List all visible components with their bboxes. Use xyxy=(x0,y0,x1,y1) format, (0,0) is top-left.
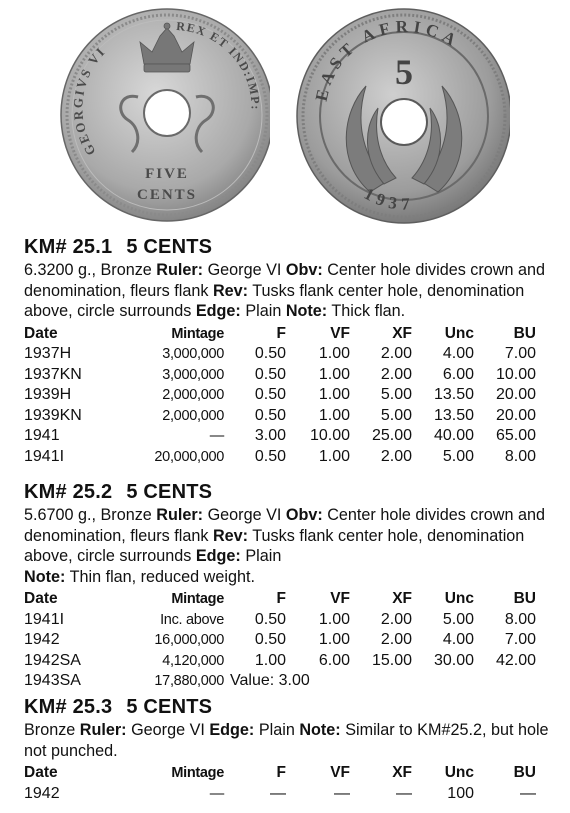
field-label: Ruler: xyxy=(79,721,127,739)
table-cell: 4.00 xyxy=(442,345,474,363)
obverse-legend-right: REX ET IND:IMP: xyxy=(175,18,263,111)
entry-description xyxy=(24,505,554,587)
field-label: Note: xyxy=(299,721,341,739)
table-cell: 8.00 xyxy=(504,447,536,465)
field-text: Similar to KM#25.2, but hole not punched. xyxy=(24,721,549,760)
obverse-cents: CENTS xyxy=(136,187,198,203)
table-cell: 1942 xyxy=(24,784,60,802)
unc-header: Unc xyxy=(444,324,474,342)
field-text: 5.6700 g., Bronze xyxy=(24,506,157,524)
table-cell: 1.00 xyxy=(318,386,350,404)
table-cell: 1937KN xyxy=(24,365,82,383)
xf-header: XF xyxy=(392,590,412,608)
table-cell: 1937H xyxy=(24,345,72,363)
table-cell: 2.00 xyxy=(380,345,412,363)
table-cell: 5.00 xyxy=(380,386,412,404)
table-cell: 25.00 xyxy=(371,427,412,445)
table-cell: 3,000,000 xyxy=(162,346,224,363)
table-cell: 2.00 xyxy=(380,631,412,649)
table-cell: 15.00 xyxy=(371,651,412,669)
table-cell: 5.00 xyxy=(442,610,474,628)
field-text: Tusks flank center hole, denomination above, circle surrounds xyxy=(24,281,525,320)
field-label: Note: xyxy=(285,302,328,320)
table-row xyxy=(24,344,536,365)
value-note: Value: 3.00 xyxy=(230,672,310,690)
date-header: Date xyxy=(24,590,58,608)
km-number: KM# 25.1 xyxy=(24,236,113,258)
table-cell: 5.00 xyxy=(380,406,412,424)
table-cell: 1.00 xyxy=(318,406,350,424)
table-cell: 3.00 xyxy=(254,427,286,445)
table-cell: 5.00 xyxy=(442,447,474,465)
table-cell: 2.00 xyxy=(380,365,412,383)
table-cell: 1.00 xyxy=(318,345,350,363)
field-text: George VI xyxy=(203,261,286,279)
table-cell: 8.00 xyxy=(504,610,536,628)
table-header-row xyxy=(24,324,536,345)
entry-description xyxy=(24,260,554,322)
table-cell: 7.00 xyxy=(504,345,536,363)
table-cell: 1941I xyxy=(24,610,65,628)
field-text: Plain xyxy=(254,721,300,739)
table-cell: 0.50 xyxy=(254,447,286,465)
unc-header: Unc xyxy=(444,764,474,782)
entry-title xyxy=(24,696,554,718)
xf-header: XF xyxy=(392,764,412,782)
denomination: 5 CENTS xyxy=(126,236,213,258)
field-label: Ruler: xyxy=(156,261,204,279)
coin-images xyxy=(0,0,570,232)
table-cell: 1.00 xyxy=(254,651,286,669)
table-cell: — xyxy=(396,784,412,802)
reverse-denomination: 5 xyxy=(395,52,413,92)
denomination: 5 CENTS xyxy=(126,481,213,503)
table-cell: 1942SA xyxy=(24,651,81,669)
table-row xyxy=(24,365,536,386)
table-cell: 1.00 xyxy=(318,447,350,465)
table-cell: 6.00 xyxy=(318,651,350,669)
entry-description xyxy=(24,720,554,761)
table-row xyxy=(24,630,536,651)
field-label: Obv: xyxy=(285,506,323,524)
table-cell: 1943SA xyxy=(24,672,81,690)
price-table xyxy=(24,763,536,804)
catalog-entry xyxy=(24,481,554,692)
table-cell: 0.50 xyxy=(254,406,286,424)
vf-header: VF xyxy=(330,764,350,782)
table-cell: 17,880,000 xyxy=(154,673,224,690)
table-cell: 2,000,000 xyxy=(162,387,224,404)
table-row xyxy=(24,426,536,447)
bu-header: BU xyxy=(513,324,536,342)
f-header: F xyxy=(276,764,286,782)
table-cell: — xyxy=(209,785,224,802)
table-cell: 0.50 xyxy=(254,365,286,383)
unc-header: Unc xyxy=(444,590,474,608)
table-cell: 4,120,000 xyxy=(162,652,224,669)
entry-title xyxy=(24,236,554,258)
table-cell: 1.00 xyxy=(318,365,350,383)
f-header: F xyxy=(276,590,286,608)
vf-header: VF xyxy=(330,590,350,608)
table-cell: 40.00 xyxy=(433,427,474,445)
price-table xyxy=(24,324,536,468)
table-cell: 2,000,000 xyxy=(162,407,224,424)
table-cell: 10.00 xyxy=(309,427,350,445)
table-cell: 2.00 xyxy=(380,447,412,465)
table-cell: 1939H xyxy=(24,386,72,404)
catalog-entry xyxy=(24,236,554,467)
field-label: Edge: xyxy=(195,302,241,320)
vf-header: VF xyxy=(330,324,350,342)
catalog-entry xyxy=(24,696,554,804)
table-cell: 42.00 xyxy=(495,651,536,669)
field-text: Center hole divides crown and denomination, fleurs flank xyxy=(24,506,545,545)
f-header: F xyxy=(276,324,286,342)
table-cell: 3,000,000 xyxy=(162,366,224,383)
table-cell: Inc. above xyxy=(160,611,224,628)
field-label: Edge: xyxy=(195,547,241,565)
table-header-row xyxy=(24,763,536,784)
field-text: Thick flan. xyxy=(327,302,406,320)
table-row xyxy=(24,406,536,427)
table-row xyxy=(24,784,536,805)
price-table xyxy=(24,589,536,692)
table-cell: 1941I xyxy=(24,447,65,465)
table-cell: — xyxy=(520,784,536,802)
field-label: Note: xyxy=(24,567,66,586)
table-cell: — xyxy=(209,428,224,445)
km-number: KM# 25.3 xyxy=(24,696,113,718)
obverse-five: FIVE xyxy=(145,166,189,182)
table-cell: 1939KN xyxy=(24,406,82,424)
table-cell: 10.00 xyxy=(495,365,536,383)
reverse-legend: EAST AFRICA xyxy=(311,16,464,103)
table-cell: 30.00 xyxy=(433,651,474,669)
table-cell: 65.00 xyxy=(495,427,536,445)
coin-reverse-image xyxy=(296,2,510,230)
xf-header: XF xyxy=(392,324,412,342)
field-text: Center hole divides crown and denomination, fleurs flank xyxy=(24,261,545,300)
table-cell: 4.00 xyxy=(442,631,474,649)
table-header-row xyxy=(24,589,536,610)
table-cell: 0.50 xyxy=(254,386,286,404)
denomination: 5 CENTS xyxy=(126,696,213,718)
field-label: Rev: xyxy=(212,281,249,300)
table-row xyxy=(24,610,536,631)
obverse-legend-left: GEORGIVS VI xyxy=(70,43,109,159)
mintage-header: Mintage xyxy=(171,765,224,782)
field-text: Bronze xyxy=(24,721,80,739)
table-row xyxy=(24,447,536,468)
field-text: George VI xyxy=(126,721,210,739)
table-cell: 0.50 xyxy=(254,610,286,628)
field-label: Obv: xyxy=(285,261,323,279)
table-cell: 7.00 xyxy=(504,631,536,649)
bu-header: BU xyxy=(513,764,536,782)
field-label: Rev: xyxy=(212,526,249,545)
table-cell: 1.00 xyxy=(318,610,350,628)
field-text: Thin flan, reduced weight. xyxy=(65,567,255,586)
table-cell: 1941 xyxy=(24,427,60,445)
field-text: Plain xyxy=(240,302,286,320)
table-row xyxy=(24,651,536,672)
table-cell: 2.00 xyxy=(380,610,412,628)
table-cell: 0.50 xyxy=(254,631,286,649)
table-cell: 0.50 xyxy=(254,345,286,363)
table-cell: 20.00 xyxy=(495,386,536,404)
table-cell: 20,000,000 xyxy=(154,448,224,465)
table-cell: 6.00 xyxy=(442,365,474,383)
field-text: Plain xyxy=(240,547,282,565)
km-number: KM# 25.2 xyxy=(24,481,113,503)
bu-header: BU xyxy=(513,590,536,608)
table-row xyxy=(24,671,536,692)
field-text: 6.3200 g., Bronze xyxy=(24,261,157,279)
table-cell: 100 xyxy=(447,784,474,802)
field-label: Ruler: xyxy=(156,506,204,524)
field-label: Edge: xyxy=(209,721,255,739)
table-cell: 13.50 xyxy=(433,406,474,424)
coin-obverse-image xyxy=(60,2,270,228)
table-cell: — xyxy=(334,784,350,802)
table-cell: 20.00 xyxy=(495,406,536,424)
mintage-header: Mintage xyxy=(171,591,224,608)
table-cell: 16,000,000 xyxy=(154,632,224,649)
table-cell: 1.00 xyxy=(318,631,350,649)
field-text: Tusks flank center hole, denomination above, circle surrounds xyxy=(24,526,525,565)
table-cell: 13.50 xyxy=(433,386,474,404)
reverse-year: 1937 xyxy=(360,183,415,214)
date-header: Date xyxy=(24,764,58,782)
table-row xyxy=(24,385,536,406)
entry-title xyxy=(24,481,554,503)
field-text: George VI xyxy=(203,506,286,524)
mintage-header: Mintage xyxy=(171,325,224,342)
date-header: Date xyxy=(24,324,58,342)
table-cell: 1942 xyxy=(24,631,60,649)
table-cell: — xyxy=(270,784,286,802)
